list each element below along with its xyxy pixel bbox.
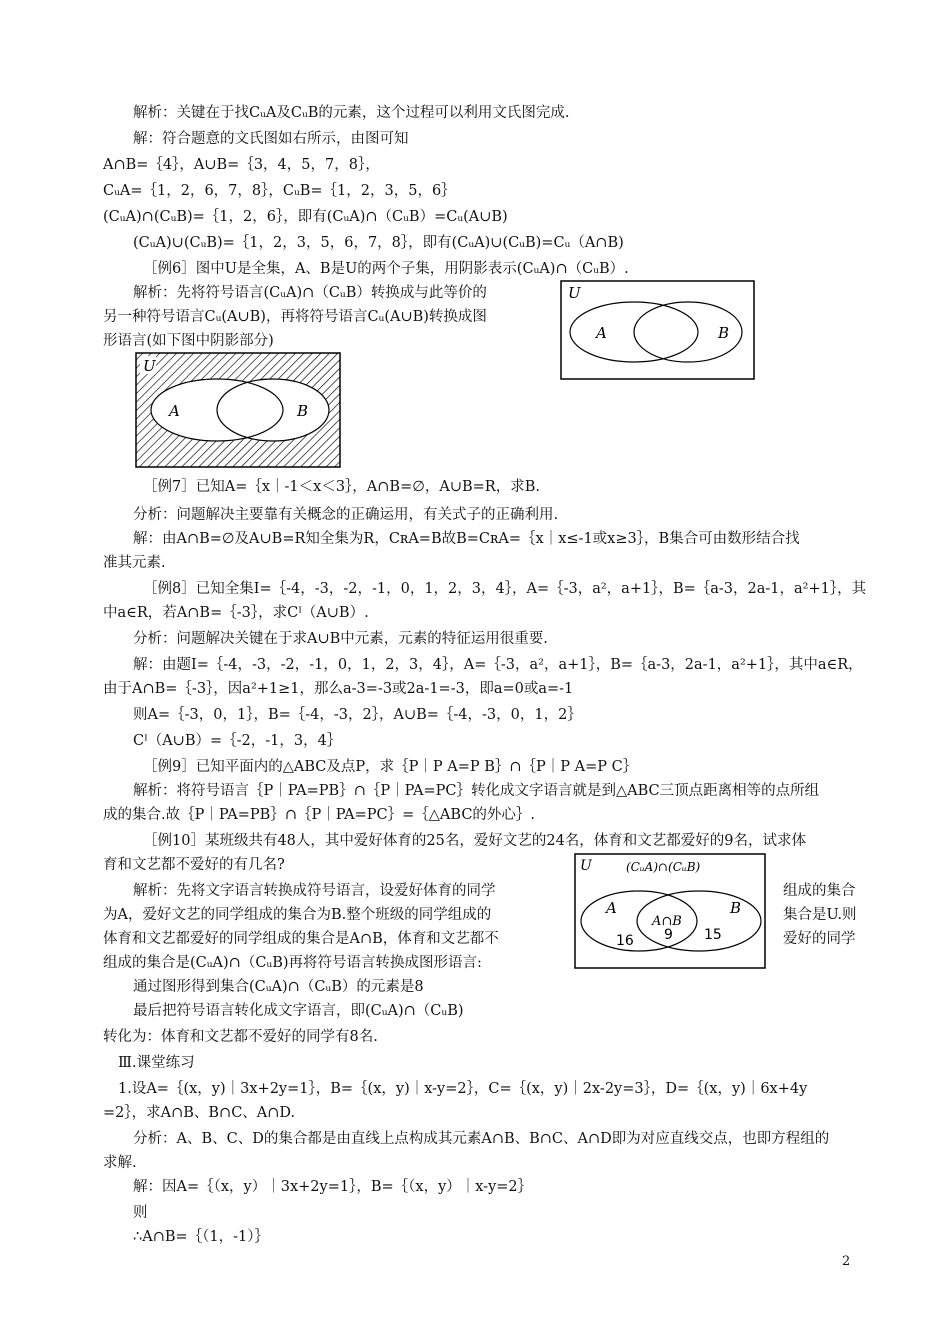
text-line: 通过图形得到集合(CᵤA)∩（CᵤB）的元素是8 (133, 979, 424, 995)
text-line: 分析：问题解决主要靠有关概念的正确运用，有关式子的正确利用. (133, 507, 559, 523)
text-line: 组成的集合 (783, 883, 856, 899)
fig3-u-label: U (580, 858, 592, 874)
fig1-u-label: U (568, 284, 581, 302)
text-line: 解：因A=｛（x，y）｜3x+2y=1｝，B=｛（x，y）｜x-y=2｝ (133, 1179, 533, 1195)
text-line: 准其元素. (103, 555, 166, 571)
text-line: CᵤA=｛1，2，6，7，8｝，CᵤB=｛1，2，3，5，6｝ (103, 183, 456, 199)
text-line: ［例9］已知平面内的△ABC及点P，求｛P｜P A=P B｝∩｛P｜P A=P C｝ (143, 759, 638, 775)
text-line: ∴A∩B=｛（1，-1）｝ (133, 1229, 270, 1245)
text-line: 爱好的同学 (783, 931, 856, 947)
text-line: 解：由A∩B=∅及A∪B=R知全集为R，CʀA=B故B=CʀA=｛x｜x≤-1或x≥3｝，B集合可由数形结合找 (133, 531, 800, 547)
text-line: A∩B=｛4｝，A∪B=｛3，4，5，7，8｝， (103, 157, 380, 173)
fig3-b-label: B (730, 899, 742, 917)
venn-diagram-example10 (574, 853, 766, 969)
text-line: 体育和文艺都爱好的同学组成的集合是A∩B，体育和文艺都不 (103, 931, 499, 947)
text-line: 成的集合.故｛P｜PA=PB｝∩｛P｜PA=PC｝=｛△ABC的外心｝. (103, 807, 536, 823)
fig3-title: (CᵤA)∩(CᵤB) (626, 860, 701, 874)
text-line: (CᵤA)∪(CᵤB)=｛1，2，3，5，6，7，8｝，即有(CᵤA)∪(CᵤB)=Cᵤ（A∩B) (133, 235, 624, 251)
fig3-a-label: A (606, 899, 617, 917)
text-line: 为A，爱好文艺的同学组成的集合为B.整个班级的同学组成的 (103, 907, 492, 923)
fig1-a-label: A (596, 324, 607, 342)
fig3-count-ab: 9 (664, 927, 673, 943)
text-line: 分析：A、B、C、D的集合都是由直线上点构成其元素A∩B、B∩C、A∩D即为对应直线交点，也即方程组的 (133, 1131, 830, 1147)
text-line: 解：由题I=｛-4，-3，-2，-1，0，1，2，3，4｝，A=｛-3，a²，a+1｝，B=｛a-3，2a-1，a²+1｝，其中a∈R， (133, 657, 863, 673)
text-line: =2｝，求A∩B、B∩C、A∩D. (103, 1105, 296, 1121)
text-line: ［例8］已知全集I=｛-4，-3，-2，-1，0，1，2，3，4｝，A=｛-3，a²，a+1｝，B=｛a-3，2a-1，a²+1｝，其 (143, 581, 867, 597)
text-line: 育和文艺都不爱好的有几名? (103, 857, 285, 873)
text-line: Ⅲ.课堂练习 (118, 1055, 195, 1071)
fig3-count-a: 16 (616, 933, 634, 949)
text-line: 1.设A=｛(x，y)｜3x+2y=1｝，B=｛(x，y)｜x-y=2｝，C=｛(x，y)｜2x-2y=3｝，D=｛(x，y)｜6x+4y (118, 1081, 808, 1097)
text-line: 解析：先将文字语言转换成符号语言，设爱好体育的同学 (133, 883, 496, 899)
fig1-b-label: B (718, 324, 730, 342)
text-line: (CᵤA)∩(CᵤB)=｛1，2，6｝，即有(CᵤA)∩（CᵤB）=Cᵤ(A∪B) (103, 209, 508, 225)
fig2-b-label: B (297, 402, 309, 420)
venn-diagram-example6 (560, 280, 755, 380)
text-line: 转化为：体育和文艺都不爱好的同学有8名. (103, 1029, 378, 1045)
venn-diagram-shaded (135, 352, 341, 468)
page-number: 2 (842, 1254, 851, 1269)
fig2-a-label: A (169, 402, 180, 420)
text-line: 则A=｛-3，0，1｝，B=｛-4，-3，2｝，A∪B=｛-4，-3，0，1，2｝ (133, 707, 582, 723)
text-line: ［例10］某班级共有48人，其中爱好体育的25名，爱好文艺的24名，体育和文艺都爱好的9名，试求体 (143, 833, 807, 849)
text-line: 求解. (103, 1155, 137, 1171)
text-line: 解析：将符号语言｛P｜PA=PB｝∩｛P｜PA=PC｝转化成文字语言就是到△ABC三顶点距离相等的点所组 (133, 783, 820, 799)
text-line: 最后把符号语言转化成文字语言，即(CᵤA)∩（CᵤB) (133, 1003, 464, 1019)
text-line: 集合是U.则 (783, 907, 857, 923)
text-line: 组成的集合是(CᵤA)∩（CᵤB)再将符号语言转换成图形语言: (103, 955, 482, 971)
text-line: 形语言(如下图中阴影部分) (103, 333, 274, 349)
text-line: 另一种符号语言Cᵤ(A∪B)，再将符号语言Cᵤ(A∪B)转换成图 (103, 309, 487, 325)
text-line: 解析：关键在于找CᵤA及CᵤB的元素，这个过程可以利用文氏图完成. (133, 105, 570, 121)
text-line: 解：符合题意的文氏图如右所示，由图可知 (133, 131, 409, 147)
text-line: ［例7］已知A=｛x｜-1＜x＜3｝，A∩B=∅，A∪B=R，求B. (143, 479, 540, 495)
text-line: 由于A∩B=｛-3｝，因a²+1≥1，那么a-3=-3或2a-1=-3，即a=0或a=-1 (103, 681, 574, 697)
fig3-count-b: 15 (704, 927, 722, 943)
text-line: 分析：问题解决关键在于求A∪B中元素，元素的特征运用很重要. (133, 631, 548, 647)
text-line: 则 (133, 1205, 148, 1221)
text-line: ［例6］图中U是全集，A、B是U的两个子集，用阴影表示(CᵤA)∩（CᵤB）. (143, 261, 629, 277)
text-line: Cᴵ（A∪B）=｛-2，-1，3，4｝ (133, 733, 342, 749)
text-line: 解析：先将符号语言(CᵤA)∩（CᵤB）转换成与此等价的 (133, 285, 487, 301)
fig3-intersection-label: A∩B (652, 914, 682, 929)
text-line: 中a∈R，若A∩B=｛-3｝，求Cᴵ（A∪B）. (103, 605, 369, 621)
fig2-u-label: U (143, 357, 156, 375)
